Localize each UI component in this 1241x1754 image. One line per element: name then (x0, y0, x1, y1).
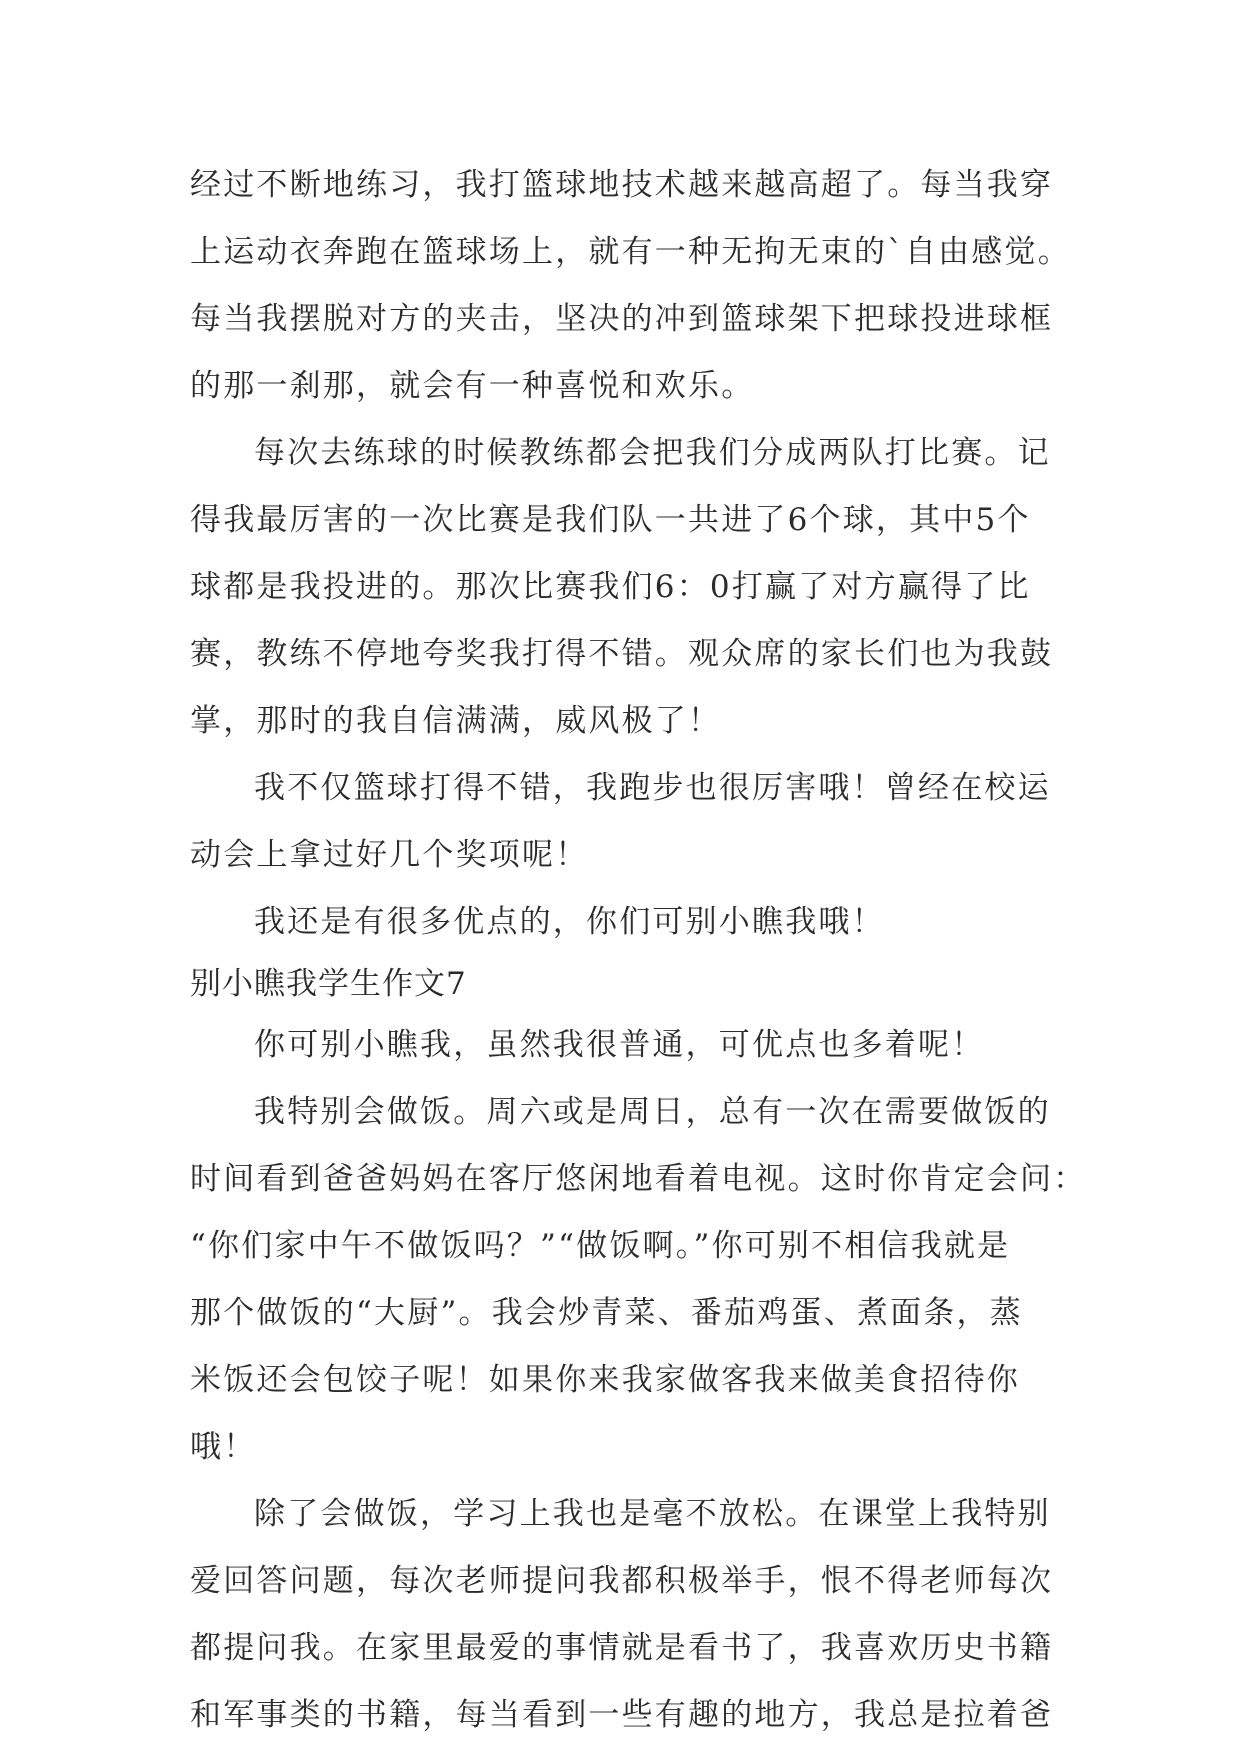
document-body (190, 152, 1087, 1749)
text-line: 和军事类的书籍，每当看到一些有趣的地方，我总是拉着爸 (190, 1697, 1054, 1733)
paragraph (190, 889, 1070, 956)
text-line: 你可别小瞧我，虽然我很普通，可优点也多着呢！ (254, 1027, 985, 1063)
paragraph (190, 755, 1070, 889)
text-line: 赛，教练不停地夸奖我打得不错。观众席的家长们也为我鼓 (190, 636, 1054, 672)
text-line: 我不仅篮球打得不错，我跑步也很厉害哦！曾经在校运 (254, 770, 1051, 806)
paragraph (190, 1012, 1070, 1079)
text-line: 时间看到爸爸妈妈在客厅悠闲地看着电视。这时你肯定会问： (190, 1161, 1087, 1197)
text-line: 球都是我投进的。那次比赛我们6：0打赢了对方赢得了比 (190, 569, 1031, 605)
text-line: 得我最厉害的一次比赛是我们队一共进了6个球，其中5个 (190, 502, 1031, 538)
text-line: 哦！ (190, 1429, 257, 1465)
paragraph (190, 1079, 1087, 1481)
paragraph (190, 1481, 1070, 1749)
paragraph (190, 420, 1070, 755)
text-line: 掌，那时的我自信满满，威风极了！ (190, 703, 722, 739)
text-line: “你们家中午不做饭吗？”“做饭啊。”你可别不相信我就是 (190, 1228, 1011, 1264)
text-line: 动会上拿过好几个奖项呢！ (190, 837, 589, 873)
text-line: 除了会做饭，学习上我也是毫不放松。在课堂上我特别 (254, 1496, 1051, 1532)
heading-text: 别小瞧我学生作文7 (190, 966, 467, 1002)
section-heading (190, 956, 1070, 1012)
text-line: 爱回答问题，每次老师提问我都积极举手，恨不得老师每次 (190, 1563, 1054, 1599)
text-line: 的那一刹那，就会有一种喜悦和欢乐。 (190, 368, 755, 404)
text-line: 每次去练球的时候教练都会把我们分成两队打比赛。记 (254, 435, 1051, 471)
text-line: 经过不断地练习，我打篮球地技术越来越高超了。每当我穿 (190, 167, 1054, 203)
text-line: 都提问我。在家里最爱的事情就是看书了，我喜欢历史书籍 (190, 1630, 1054, 1666)
text-line: 那个做饭的“大厨”。我会炒青菜、番茄鸡蛋、煮面条，蒸 (190, 1295, 1023, 1331)
text-line: 我还是有很多优点的，你们可别小瞧我哦！ (254, 904, 885, 940)
text-line: 我特别会做饭。周六或是周日，总有一次在需要做饭的 (254, 1094, 1051, 1130)
paragraph (190, 152, 1070, 420)
text-line: 米饭还会包饺子呢！如果你来我家做客我来做美食招待你 (190, 1362, 1020, 1398)
text-line: 每当我摆脱对方的夹击，坚决的冲到篮球架下把球投进球框 (190, 301, 1054, 337)
text-line: 上运动衣奔跑在篮球场上，就有一种无拘无束的`自由感觉。 (190, 234, 1071, 270)
